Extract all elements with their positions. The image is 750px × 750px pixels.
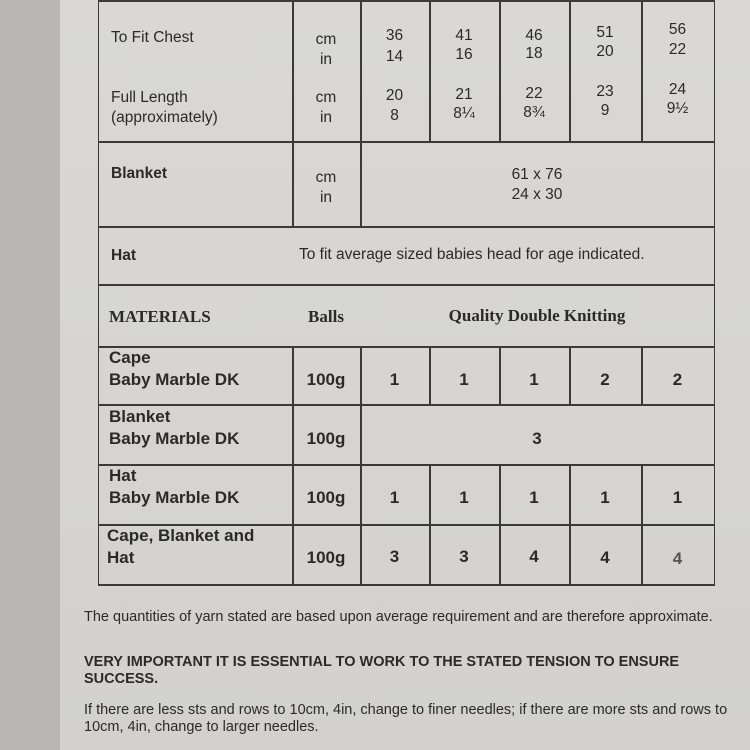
table-line bbox=[99, 404, 714, 406]
table-line bbox=[99, 464, 714, 466]
balls-header: Balls bbox=[308, 307, 344, 326]
chest-cm-size-2: 41 bbox=[455, 27, 473, 44]
hat-qty-size-5: 1 bbox=[672, 488, 683, 507]
table-line bbox=[99, 226, 714, 228]
chest-cm-size-1: 36 bbox=[385, 27, 404, 44]
cape-weight: 100g bbox=[306, 370, 346, 389]
length-unit-in: in bbox=[319, 109, 333, 126]
combined-name-line2: Hat bbox=[107, 548, 135, 567]
hat-name-line2: Baby Marble DK bbox=[109, 488, 240, 507]
hat-label: Hat bbox=[111, 247, 136, 264]
length-cm-size-5: 24 bbox=[668, 81, 687, 98]
table-line bbox=[99, 0, 714, 2]
cape-name-line1: Cape bbox=[109, 348, 151, 367]
length-in-size-2: 8¼ bbox=[453, 105, 475, 122]
combined-qty-size-1: 3 bbox=[389, 547, 400, 566]
cape-qty-size-3: 1 bbox=[529, 370, 539, 389]
combined-qty-size-3: 4 bbox=[529, 547, 539, 566]
chest-unit-in: in bbox=[319, 51, 333, 68]
hat-qty-size-3: 1 bbox=[529, 488, 539, 507]
blanket-label: Blanket bbox=[111, 165, 167, 182]
cape-name-line2: Baby Marble DK bbox=[109, 370, 240, 389]
needle-advice: If there are less sts and rows to 10cm, 4in, change to finer needles; if there are more sts and rows to 10cm, 4in, change to larger needles. bbox=[84, 702, 728, 735]
chest-unit-cm: cm bbox=[315, 31, 337, 48]
chest-in-size-2: 16 bbox=[455, 46, 473, 63]
length-in-size-4: 9 bbox=[600, 102, 610, 119]
blanket-cm-value: 61 x 76 bbox=[511, 166, 563, 183]
chest-in-size-3: 18 bbox=[525, 45, 543, 62]
cape-qty-size-4: 2 bbox=[600, 370, 610, 389]
hat-weight: 100g bbox=[306, 488, 346, 507]
combined-qty-size-5: 4 bbox=[672, 549, 683, 568]
length-cm-size-2: 21 bbox=[455, 86, 473, 103]
chest-in-size-4: 20 bbox=[596, 43, 614, 60]
table-line bbox=[99, 346, 714, 348]
combined-qty-size-4: 4 bbox=[600, 548, 610, 567]
blanket-weight: 100g bbox=[306, 429, 346, 448]
length-in-size-5: 9½ bbox=[666, 100, 689, 117]
blanket-in-value: 24 x 30 bbox=[511, 186, 563, 203]
blanket-unit-cm: cm bbox=[315, 169, 337, 186]
length-label-line2: (approximately) bbox=[111, 109, 218, 126]
table-line bbox=[99, 584, 714, 586]
table-line bbox=[99, 141, 714, 143]
length-in-size-1: 8 bbox=[390, 107, 399, 124]
chest-cm-size-5: 56 bbox=[668, 21, 687, 38]
combined-qty-size-2: 3 bbox=[459, 547, 469, 566]
blanket-name-line1: Blanket bbox=[109, 407, 171, 426]
length-in-size-3: 8¾ bbox=[523, 104, 545, 121]
chest-cm-size-4: 51 bbox=[596, 24, 614, 41]
chest-in-size-5: 22 bbox=[668, 41, 687, 58]
cape-qty-size-1: 1 bbox=[389, 370, 400, 389]
hat-fit-note: To fit average sized babies head for age indicated. bbox=[299, 246, 645, 263]
blanket-qty: 3 bbox=[532, 429, 542, 448]
cape-qty-size-5: 2 bbox=[672, 370, 683, 389]
hat-name-line1: Hat bbox=[109, 466, 137, 485]
chest-cm-size-3: 46 bbox=[525, 27, 543, 44]
combined-name-line1: Cape, Blanket and bbox=[107, 526, 255, 545]
cape-qty-size-2: 1 bbox=[459, 370, 469, 389]
length-cm-size-1: 20 bbox=[385, 87, 404, 104]
length-cm-size-4: 23 bbox=[596, 83, 614, 100]
hat-qty-size-1: 1 bbox=[389, 488, 400, 507]
yarn-type-header: Quality Double Knitting bbox=[448, 306, 626, 325]
blanket-name-line2: Baby Marble DK bbox=[109, 429, 240, 448]
yarn-quantity-note: The quantities of yarn stated are based upon average requirement and are therefore approximate. bbox=[84, 609, 713, 625]
hat-qty-size-4: 1 bbox=[600, 488, 610, 507]
table-line bbox=[99, 284, 714, 286]
chest-label: To Fit Chest bbox=[111, 29, 194, 46]
length-unit-cm: cm bbox=[315, 89, 337, 106]
length-label-line1: Full Length bbox=[111, 89, 188, 106]
chest-in-size-1: 14 bbox=[385, 48, 404, 65]
tension-warning: VERY IMPORTANT IT IS ESSENTIAL TO WORK TO THE STATED TENSION TO ENSURE SUCCESS. bbox=[84, 654, 680, 687]
combined-weight: 100g bbox=[306, 548, 346, 567]
blanket-unit-in: in bbox=[319, 189, 333, 206]
length-cm-size-3: 22 bbox=[525, 85, 543, 102]
hat-qty-size-2: 1 bbox=[459, 488, 469, 507]
materials-header: MATERIALS bbox=[109, 307, 211, 326]
size-table bbox=[98, 0, 715, 586]
